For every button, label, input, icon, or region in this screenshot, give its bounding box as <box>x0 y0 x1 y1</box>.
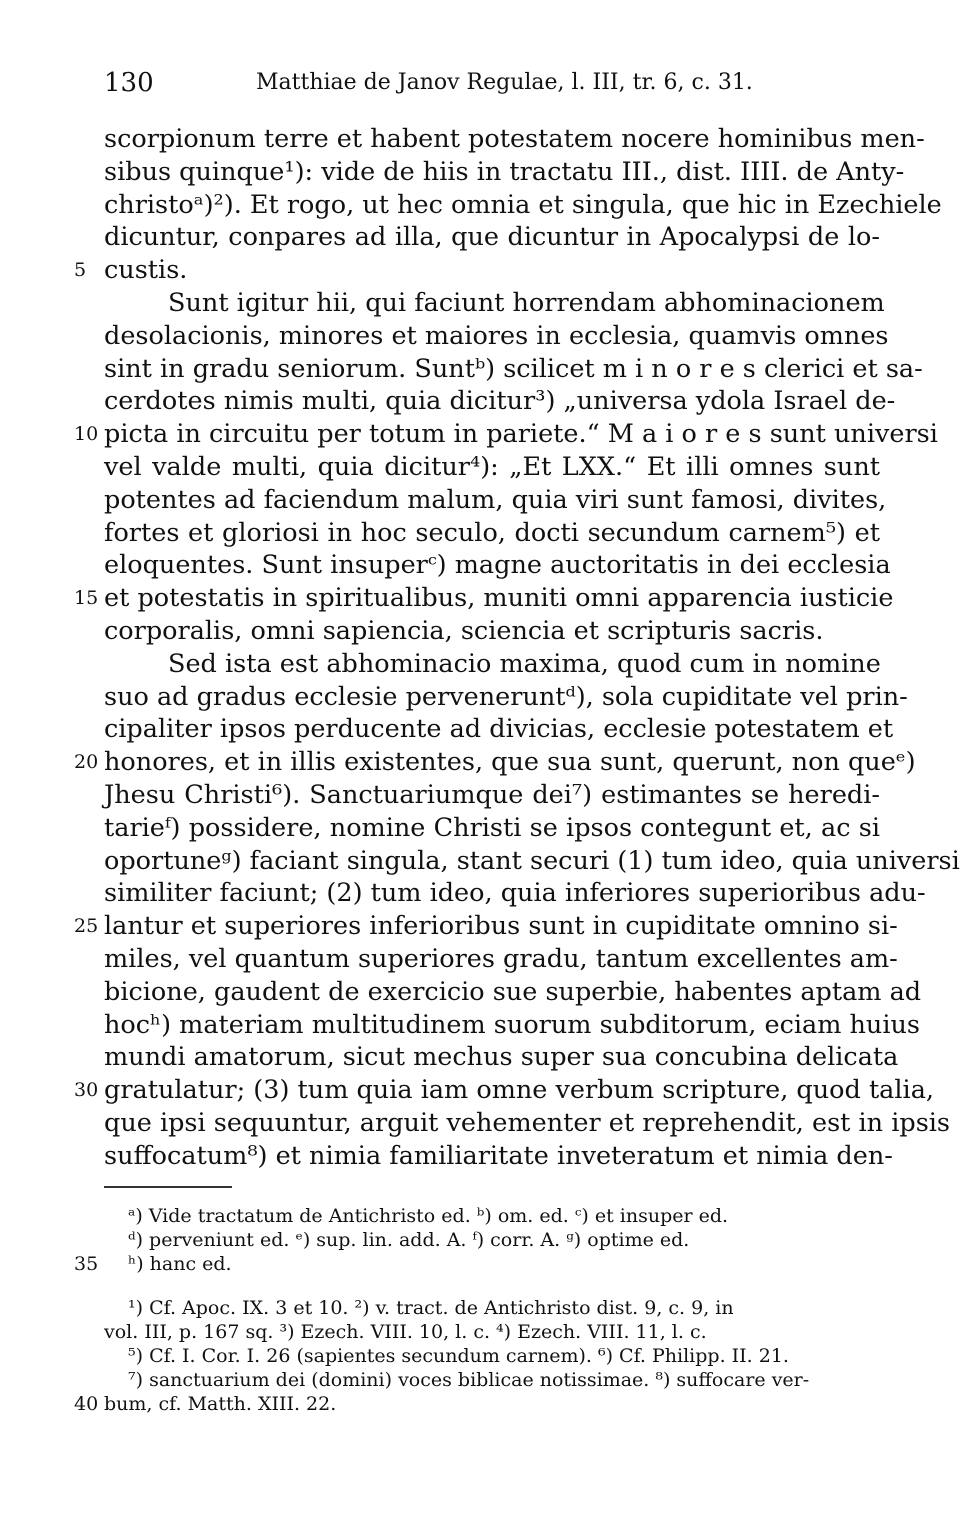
line-text: cipaliter ipsos perducente ad divicias, ecclesie potestatem et <box>104 714 894 745</box>
note-text: ¹) Cf. Apoc. IX. 3 et 10. ²) v. tract. de Antichristo dist. 9, c. 9, in <box>128 1297 734 1319</box>
text-line <box>0 353 960 386</box>
note-text: bum, cf. Matth. XIII. 22. <box>104 1393 337 1415</box>
text-line <box>0 779 960 812</box>
text-line <box>0 943 960 976</box>
line-text: suo ad gradus ecclesie perveneruntᵈ), sola cupiditate vel prin- <box>104 681 908 712</box>
line-text: tarieᶠ) possidere, nomine Christi se ipsos contegunt et, ac si <box>104 812 880 843</box>
text-line <box>0 681 960 714</box>
text-line <box>0 156 960 189</box>
text-line <box>0 254 960 287</box>
line-text: que ipsi sequuntur, arguit vehementer et reprehendit, est in ipsis <box>104 1107 951 1138</box>
line-text: honores, et in illis existentes, que sua sunt, querunt, non queᵉ) <box>104 747 916 778</box>
footnote-rule <box>104 1186 232 1188</box>
note-text: ᵃ) Vide tractatum de Antichristo ed. ᵇ) om. ed. ᶜ) et insuper ed. <box>128 1205 729 1227</box>
source-note-line <box>0 1320 960 1344</box>
line-text: oportuneᵍ) faciant singula, stant securi (1) tum ideo, quia universi <box>104 845 960 876</box>
text-line <box>0 615 960 648</box>
line-number: 40 <box>74 1393 99 1415</box>
text-line <box>0 484 960 517</box>
text-line <box>0 221 960 254</box>
source-note-line <box>0 1296 960 1320</box>
text-line <box>0 582 960 615</box>
line-text: et potestatis in spiritualibus, muniti omni apparencia iusticie <box>104 583 894 614</box>
text-line <box>0 845 960 878</box>
text-line <box>0 910 960 943</box>
line-text: eloquentes. Sunt insuperᶜ) magne auctoritatis in dei ecclesia <box>104 550 891 581</box>
line-text: scorpionum terre et habent potestatem nocere hominibus men- <box>104 124 925 154</box>
line-text: lantur et superiores inferioribus sunt in cupiditate omnino si- <box>104 911 898 942</box>
text-line <box>0 1074 960 1107</box>
line-text: potentes ad faciendum malum, quia viri sunt famosi, divites, <box>104 484 887 515</box>
line-text: vel valde multi, quia dicitur⁴): „Et LXX.“ Et illi omnes sunt <box>104 451 880 482</box>
critical-note-line <box>0 1204 960 1228</box>
line-text: Sed ista est abhominacio maxima, quod cum in nomine <box>168 648 881 679</box>
line-text: hocʰ) materiam multitudinem suorum subditorum, eciam huius <box>104 1009 921 1040</box>
text-line <box>0 189 960 222</box>
line-text: christoᵃ)²). Et rogo, ut hec omnia et singula, que hic in Ezechiele <box>104 189 942 220</box>
text-line <box>0 1009 960 1042</box>
text-line <box>0 648 960 681</box>
line-text: picta in circuitu per totum in pariete.“ M a i o r e s sunt universi <box>104 419 938 450</box>
line-number: 30 <box>74 1079 99 1102</box>
line-number: 35 <box>74 1253 99 1275</box>
line-text: cerdotes nimis multi, quia dicitur³) „universa ydola Israel de- <box>104 386 896 417</box>
critical-apparatus <box>0 1204 960 1276</box>
note-text: vol. III, p. 167 sq. ³) Ezech. VIII. 10, l. c. ⁴) Ezech. VIII. 11, l. c. <box>104 1321 707 1343</box>
line-text: Jhesu Christi⁶). Sanctuariumque dei⁷) estimantes se heredi- <box>104 779 880 810</box>
line-text: custis. <box>104 255 188 286</box>
text-line <box>0 812 960 845</box>
line-text: mundi amatorum, sicut mechus super sua concubina delicata <box>104 1042 899 1073</box>
line-text: similiter faciunt; (2) tum ideo, quia inferiores superioribus adu- <box>104 878 926 909</box>
line-number: 15 <box>74 587 99 610</box>
note-text: ʰ) hanc ed. <box>128 1253 232 1275</box>
text-line <box>0 1041 960 1074</box>
line-number: 5 <box>74 259 87 282</box>
note-text: ⁵) Cf. I. Cor. I. 26 (sapientes secundum carnem). ⁶) Cf. Philipp. II. 21. <box>128 1345 789 1367</box>
line-text: suffocatum⁸) et nimia familiaritate inveteratum et nimia den- <box>104 1140 893 1171</box>
text-line <box>0 713 960 746</box>
line-text: bicione, gaudent de exercicio sue superbie, habentes aptam ad <box>104 976 922 1007</box>
text-line <box>0 451 960 484</box>
source-note-line <box>0 1392 960 1416</box>
line-text: sibus quinque¹): vide de hiis in tractatu III., dist. IIII. de Anty- <box>104 156 905 187</box>
text-line <box>0 517 960 550</box>
source-notes <box>0 1296 960 1416</box>
line-text: Sunt igitur hii, qui faciunt horrendam abhominacionem <box>168 287 885 318</box>
text-line <box>0 549 960 582</box>
note-text: ᵈ) perveniunt ed. ᵉ) sup. lin. add. A. ᶠ) corr. A. ᵍ) optime ed. <box>128 1229 690 1251</box>
line-text: fortes et gloriosi in hoc seculo, docti secundum carnem⁵) et <box>104 517 880 548</box>
line-text: desolacionis, minores et maiores in ecclesia, quamvis omnes <box>104 320 889 351</box>
source-note-line <box>0 1368 960 1392</box>
page-header <box>0 66 960 106</box>
running-head: Matthiae de Janov Regulae, l. III, tr. 6, c. 31. <box>256 70 753 95</box>
text-line <box>0 418 960 451</box>
text-line <box>0 287 960 320</box>
page-number: 130 <box>104 68 154 98</box>
source-note-line <box>0 1344 960 1368</box>
line-text: dicuntur, conpares ad illa, que dicuntur in Apocalypsi de lo- <box>104 222 880 253</box>
line-text: sint in gradu seniorum. Suntᵇ) scilicet m i n o r e s clerici et sa- <box>104 353 923 384</box>
note-text: ⁷) sanctuarium dei (domini) voces biblicae notissimae. ⁸) suffocare ver- <box>128 1369 810 1391</box>
line-text: miles, vel quantum superiores gradu, tantum excellentes am- <box>104 943 898 974</box>
text-line <box>0 123 960 156</box>
line-text: gratulatur; (3) tum quia iam omne verbum scripture, quod talia, <box>104 1075 935 1106</box>
text-line <box>0 385 960 418</box>
text-line <box>0 746 960 779</box>
critical-note-line <box>0 1252 960 1276</box>
line-text: corporalis, omni sapiencia, sciencia et scripturis sacris. <box>104 615 824 646</box>
text-line <box>0 976 960 1009</box>
line-number: 10 <box>74 423 99 446</box>
text-line <box>0 877 960 910</box>
line-number: 25 <box>74 915 99 938</box>
text-line <box>0 1140 960 1173</box>
critical-note-line <box>0 1228 960 1252</box>
text-line <box>0 320 960 353</box>
text-line <box>0 1107 960 1140</box>
line-number: 20 <box>74 751 99 774</box>
main-text <box>0 123 960 1173</box>
